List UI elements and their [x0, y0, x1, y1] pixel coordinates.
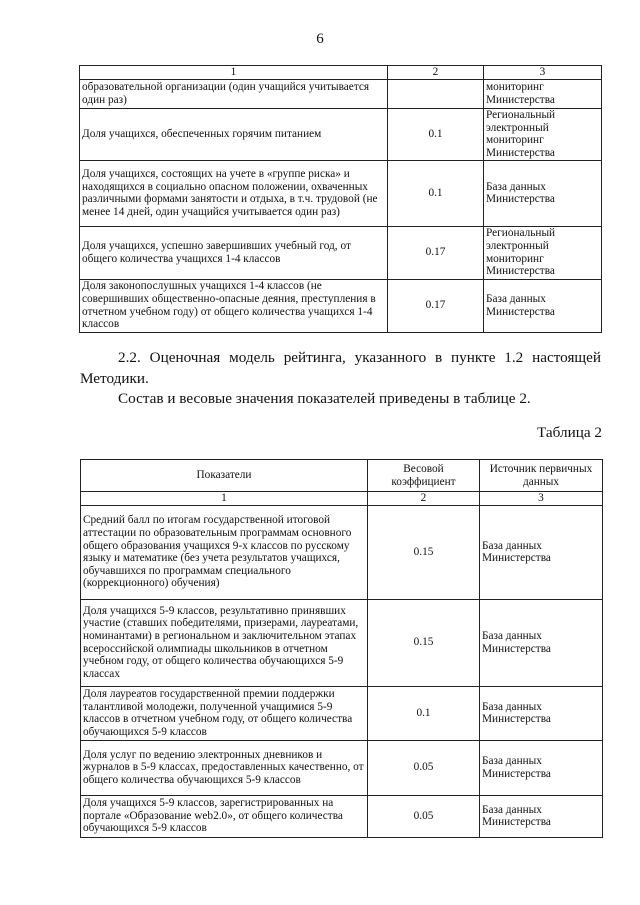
source-cell: База данных Министерства	[480, 795, 603, 837]
source-cell: База данных Министерства	[480, 505, 603, 599]
indicator-cell: Средний балл по итогам государственной итоговой аттестации по образовательным программам основного общего образования учащихся 9-х классов по русскому языку и математике (без учета результатов учащихся, обучавшихся по программам специального (коррекционного) обучения)	[81, 505, 368, 599]
table-row	[81, 599, 603, 686]
paragraph-2-2-line-1: 2.2. Оценочная модель рейтинга, указанного в пункте 1.2 настоящей	[118, 349, 601, 366]
weight-cell: 0.15	[368, 599, 480, 686]
column-number: 1	[81, 492, 368, 506]
indicator-cell: образовательной организации (один учащийся учитывается один раз)	[80, 79, 388, 108]
indicator-cell: Доля учащихся, обеспеченных горячим питанием	[80, 108, 388, 160]
weight-cell	[388, 79, 484, 108]
table-row	[80, 79, 602, 108]
weight-cell: 0.05	[368, 740, 480, 795]
source-cell: База данных Министерства	[480, 740, 603, 795]
indicator-cell: Доля учащихся, успешно завершивших учебный год, от общего количества учащихся 1-4 классов	[80, 226, 388, 279]
column-header-source: Источник первичных данных	[480, 460, 603, 492]
column-numbers-row	[80, 66, 602, 80]
indicator-cell: Доля законопослушных учащихся 1-4 классов (не совершивших общественно-опасные деяния, преступления в отчетном учебном году) от общего количества учащихся 1-4 классов	[80, 279, 388, 332]
source-cell: Региональный электронный мониторинг Министерства	[484, 108, 602, 160]
table-row	[81, 795, 603, 837]
indicators-table-1	[79, 65, 602, 333]
source-cell: База данных Министерства	[484, 160, 602, 226]
table-row	[81, 686, 603, 740]
weight-cell: 0.15	[368, 505, 480, 599]
table-row	[80, 226, 602, 279]
column-number: 2	[388, 66, 484, 80]
column-number: 3	[484, 66, 602, 80]
column-number: 2	[368, 492, 480, 506]
paragraph-composition: Состав и весовые значения показателей приведены в таблице 2.	[118, 390, 531, 407]
source-cell: База данных Министерства	[484, 279, 602, 332]
paragraph-2-2-line-2: Методики.	[80, 370, 149, 387]
column-number: 3	[480, 492, 603, 506]
source-cell: Региональный электронный мониторинг Министерства	[484, 226, 602, 279]
weight-cell: 0.1	[368, 686, 480, 740]
weight-cell: 0.17	[388, 226, 484, 279]
indicator-cell: Доля услуг по ведению электронных дневников и журналов в 5-9 классах, предоставленных качественно, от общего количества обучающихся 5-9 классов	[81, 740, 368, 795]
table-row	[81, 740, 603, 795]
source-cell: База данных Министерства	[480, 686, 603, 740]
source-cell: мониторинг Министерства	[484, 79, 602, 108]
column-numbers-row	[81, 492, 603, 506]
table-row	[80, 108, 602, 160]
column-header-weight: Весовой коэффициент	[368, 460, 480, 492]
indicator-cell: Доля учащихся 5-9 классов, результативно принявших участие (ставших победителями, призерами, лауреатами, номинантами) в региональном и заключительном этапах всероссийской олимпиады школьников в отчетном учебном году, от общего количества обучающихся 5-9 классах	[81, 599, 368, 686]
table-row	[81, 505, 603, 599]
weight-cell: 0.1	[388, 160, 484, 226]
source-cell: База данных Министерства	[480, 599, 603, 686]
indicator-cell: Доля лауреатов государственной премии поддержки талантливой молодежи, полученной учащимися 5-9 классов в отчетном учебном году, от общего количества обучающихся 5-9 классов	[81, 686, 368, 740]
table-caption: Таблица 2	[537, 424, 602, 441]
weight-cell: 0.17	[388, 279, 484, 332]
indicators-table-2	[80, 459, 603, 838]
table-header-row	[81, 460, 603, 492]
column-header-indicators: Показатели	[81, 460, 368, 492]
indicator-cell: Доля учащихся, состоящих на учете в «группе риска» и находящихся в социально опасном положении, охваченных различными формами занятости и отдыха, в т.ч. трудовой (не менее 14 дней, один учащийся учитывается один раз)	[80, 160, 388, 226]
table-row	[80, 160, 602, 226]
weight-cell: 0.1	[388, 108, 484, 160]
page-number: 6	[316, 31, 324, 47]
column-number: 1	[80, 66, 388, 80]
table-row	[80, 279, 602, 332]
weight-cell: 0.05	[368, 795, 480, 837]
indicator-cell: Доля учащихся 5-9 классов, зарегистрированных на портале «Образование web2.0», от общего количества обучающихся 5-9 классов	[81, 795, 368, 837]
